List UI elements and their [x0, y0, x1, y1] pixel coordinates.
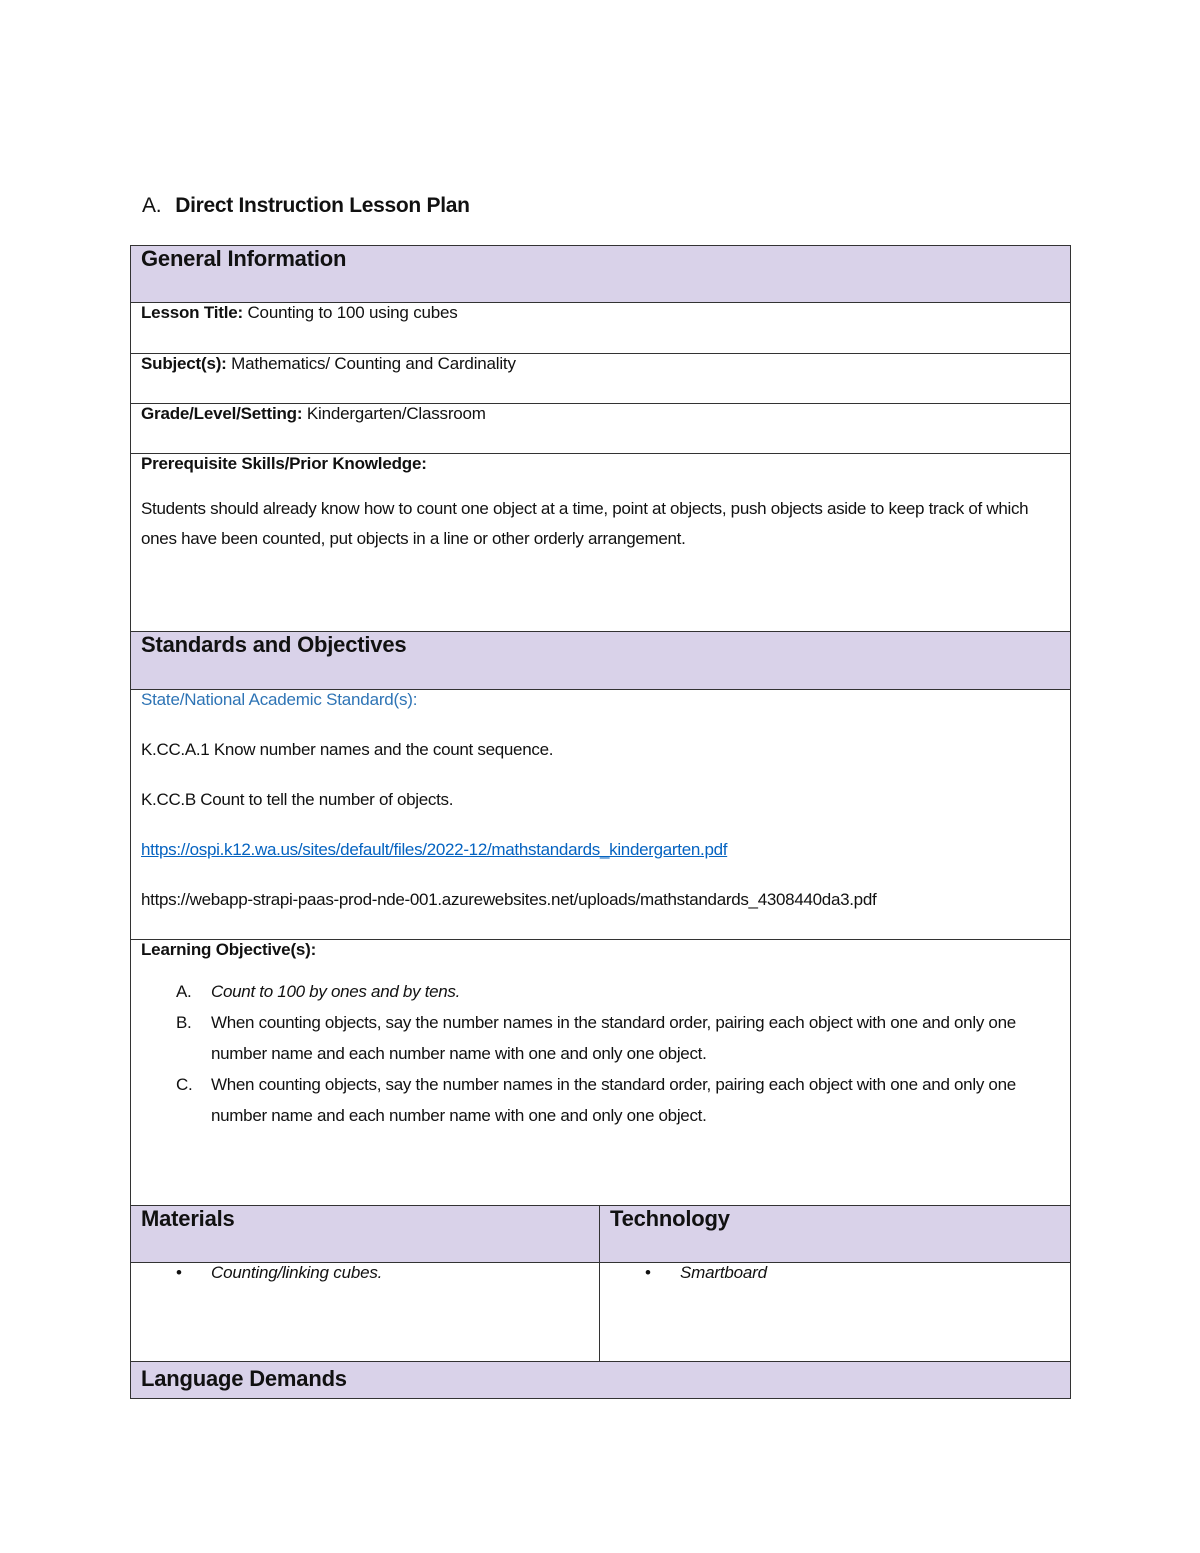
materials-cell: [131, 1263, 600, 1362]
grade-value: Kindergarten/Classroom: [306, 404, 486, 423]
grade-label: Grade/Level/Setting:: [141, 404, 303, 423]
section-number: A.: [142, 194, 162, 217]
materials-item: • Counting/linking cubes.: [211, 1263, 589, 1283]
standards-link-azure: https://webapp-strapi-paas-prod-nde-001.azurewebsites.net/uploads/mathstandards_4308440da3.pdf: [141, 890, 877, 909]
objective-item: A. Count to 100 by ones and by tens.: [176, 982, 461, 1001]
technology-header: Technology: [600, 1206, 1071, 1263]
lesson-title-label: Lesson Title:: [141, 303, 243, 322]
subject-label: Subject(s):: [141, 354, 227, 373]
technology-cell: [600, 1263, 1071, 1362]
language-demands-header: Language Demands: [131, 1362, 1071, 1399]
standards-row: [131, 690, 1071, 940]
learning-objectives-row: [131, 940, 1071, 1206]
technology-item: • Smartboard: [680, 1263, 1060, 1283]
learning-objectives-list: [141, 976, 1060, 1131]
document-title: Direct Instruction Lesson Plan: [175, 194, 470, 217]
standards-objectives-header: Standards and Objectives: [131, 632, 1071, 690]
standard-item: K.CC.A.1 Know number names and the count sequence.: [141, 740, 554, 759]
objective-item: B. When counting objects, say the number names in the standard order, pairing each object with one and only one number name and each number name with one and only one object.: [176, 1013, 1016, 1063]
materials-header: Materials: [131, 1206, 600, 1263]
lesson-plan-table: [130, 245, 1071, 1399]
standards-link-ospi[interactable]: https://ospi.k12.wa.us/sites/default/files/2022-12/mathstandards_kindergarten.pdf: [141, 840, 728, 859]
lesson-title-row: [131, 303, 1071, 354]
lesson-title-value: Counting to 100 using cubes: [247, 303, 458, 322]
prerequisite-label: Prerequisite Skills/Prior Knowledge:: [141, 454, 427, 473]
materials-list: [141, 1263, 589, 1283]
prerequisite-row: [131, 454, 1071, 632]
document-heading: [142, 194, 470, 218]
general-information-header: General Information: [131, 246, 1071, 303]
objective-item: C. When counting objects, say the number names in the standard order, pairing each object with one and only one number name and each number name with one and only one object.: [176, 1075, 1016, 1125]
academic-standards-label: State/National Academic Standard(s):: [141, 690, 418, 709]
prerequisite-text: Students should already know how to count one object at a time, point at objects, push objects aside to keep track of which ones have been counted, put objects in a line or other orderly arrangement.: [141, 499, 1029, 548]
technology-list: [610, 1263, 1060, 1283]
subject-row: [131, 354, 1071, 404]
standard-item: K.CC.B Count to tell the number of objects.: [141, 790, 454, 809]
subject-value: Mathematics/ Counting and Cardinality: [231, 354, 516, 373]
grade-row: [131, 404, 1071, 454]
learning-objectives-label: Learning Objective(s):: [141, 940, 317, 959]
